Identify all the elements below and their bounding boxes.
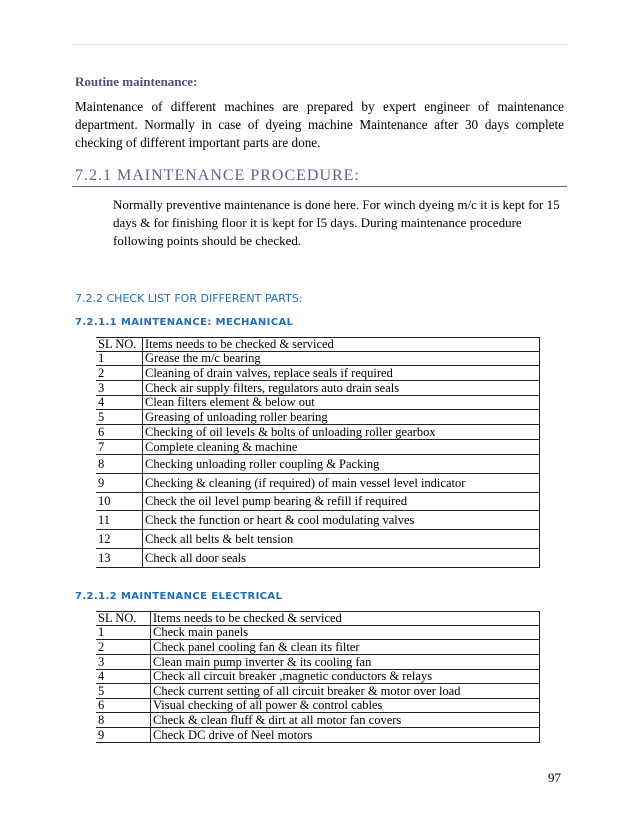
procedure-heading: 7.2.1 MAINTENANCE PROCEDURE:: [75, 167, 360, 184]
item-cell: Check DC drive of Neel motors: [151, 728, 540, 743]
procedure-heading-rule: [72, 186, 567, 187]
table-row: [96, 655, 540, 670]
table-row: [96, 670, 540, 684]
item-cell: Cleaning of drain valves, replace seals if required: [143, 366, 540, 381]
item-cell: Checking of oil levels & bolts of unloading roller gearbox: [143, 425, 540, 440]
sl-no-cell: 13: [96, 549, 143, 568]
sl-no-cell: 10: [96, 493, 143, 511]
item-cell: Items needs to be checked & serviced: [143, 338, 540, 352]
sl-no-cell: 8: [96, 713, 151, 728]
item-cell: Visual checking of all power & control cables: [151, 699, 540, 713]
sl-no-cell: 6: [96, 699, 151, 713]
sl-no-cell: 9: [96, 728, 151, 743]
table-row: [96, 410, 540, 425]
table-header-row: [96, 338, 540, 352]
item-cell: Check main panels: [151, 626, 540, 640]
item-cell: Clean filters element & below out: [143, 396, 540, 410]
sl-no-cell: 7: [96, 440, 143, 455]
item-cell: Check air supply filters, regulators auto drain seals: [143, 381, 540, 396]
checklist-heading: 7.2.2 CHECK LIST FOR DIFFERENT PARTS:: [75, 292, 303, 305]
table-row: [96, 474, 540, 493]
routine-maintenance-body: Maintenance of different machines are prepared by expert engineer of maintenance department. Normally in case of dyeing machine Maintenance after 30 days complete checking of different important parts are done.: [75, 99, 564, 150]
sl-no-cell: 11: [96, 511, 143, 530]
table-row: [96, 511, 540, 530]
sl-no-cell: SL NO.: [96, 612, 151, 626]
table-row: [96, 352, 540, 366]
item-cell: Greasing of unloading roller bearing: [143, 410, 540, 425]
item-cell: Complete cleaning & machine: [143, 440, 540, 455]
sl-no-cell: 6: [96, 425, 143, 440]
item-cell: Check all circuit breaker ,magnetic conductors & relays: [151, 670, 540, 684]
page-number: 97: [548, 770, 561, 785]
sl-no-cell: 8: [96, 455, 143, 474]
item-cell: Check & clean fluff & dirt at all motor fan covers: [151, 713, 540, 728]
header-rule: [72, 44, 568, 45]
table-row: [96, 699, 540, 713]
table-header-row: [96, 612, 540, 626]
item-cell: Check current setting of all circuit breaker & motor over load: [151, 684, 540, 699]
table-row: [96, 381, 540, 396]
sl-no-cell: 1: [96, 626, 151, 640]
sl-no-cell: SL NO.: [96, 338, 143, 352]
table-row: [96, 396, 540, 410]
electrical-heading: 7.2.1.2 MAINTENANCE ELECTRICAL: [75, 591, 283, 602]
table-row: [96, 493, 540, 511]
electrical-table: [96, 611, 540, 743]
table-row: [96, 713, 540, 728]
sl-no-cell: 5: [96, 684, 151, 699]
item-cell: Check the function or heart & cool modulating valves: [143, 511, 540, 530]
item-cell: Clean main pump inverter & its cooling fan: [151, 655, 540, 670]
sl-no-cell: 3: [96, 381, 143, 396]
item-cell: Check the oil level pump bearing & refill if required: [143, 493, 540, 511]
item-cell: Items needs to be checked & serviced: [151, 612, 540, 626]
sl-no-cell: 5: [96, 410, 143, 425]
mechanical-heading: 7.2.1.1 MAINTENANCE: MECHANICAL: [75, 317, 294, 328]
table-row: [96, 728, 540, 743]
item-cell: Grease the m/c bearing: [143, 352, 540, 366]
table-row: [96, 425, 540, 440]
procedure-body: Normally preventive maintenance is done here. For winch dyeing m/c it is kept for 15 days & for finishing floor it is kept for I5 days. During maintenance procedure following points should be checked.: [113, 197, 560, 248]
item-cell: Checking & cleaning (if required) of main vessel level indicator: [143, 474, 540, 493]
sl-no-cell: 4: [96, 670, 151, 684]
item-cell: Check panel cooling fan & clean its filter: [151, 640, 540, 655]
sl-no-cell: 9: [96, 474, 143, 493]
item-cell: Check all belts & belt tension: [143, 530, 540, 549]
sl-no-cell: 4: [96, 396, 143, 410]
mechanical-table: [96, 337, 540, 568]
item-cell: Checking unloading roller coupling & Packing: [143, 455, 540, 474]
sl-no-cell: 1: [96, 352, 143, 366]
sl-no-cell: 3: [96, 655, 151, 670]
sl-no-cell: 12: [96, 530, 143, 549]
item-cell: Check all door seals: [143, 549, 540, 568]
sl-no-cell: 2: [96, 366, 143, 381]
table-row: [96, 626, 540, 640]
routine-maintenance-title: Routine maintenance:: [75, 74, 198, 89]
table-row: [96, 549, 540, 568]
table-row: [96, 440, 540, 455]
table-row: [96, 366, 540, 381]
table-row: [96, 455, 540, 474]
sl-no-cell: 2: [96, 640, 151, 655]
table-row: [96, 640, 540, 655]
table-row: [96, 530, 540, 549]
table-row: [96, 684, 540, 699]
